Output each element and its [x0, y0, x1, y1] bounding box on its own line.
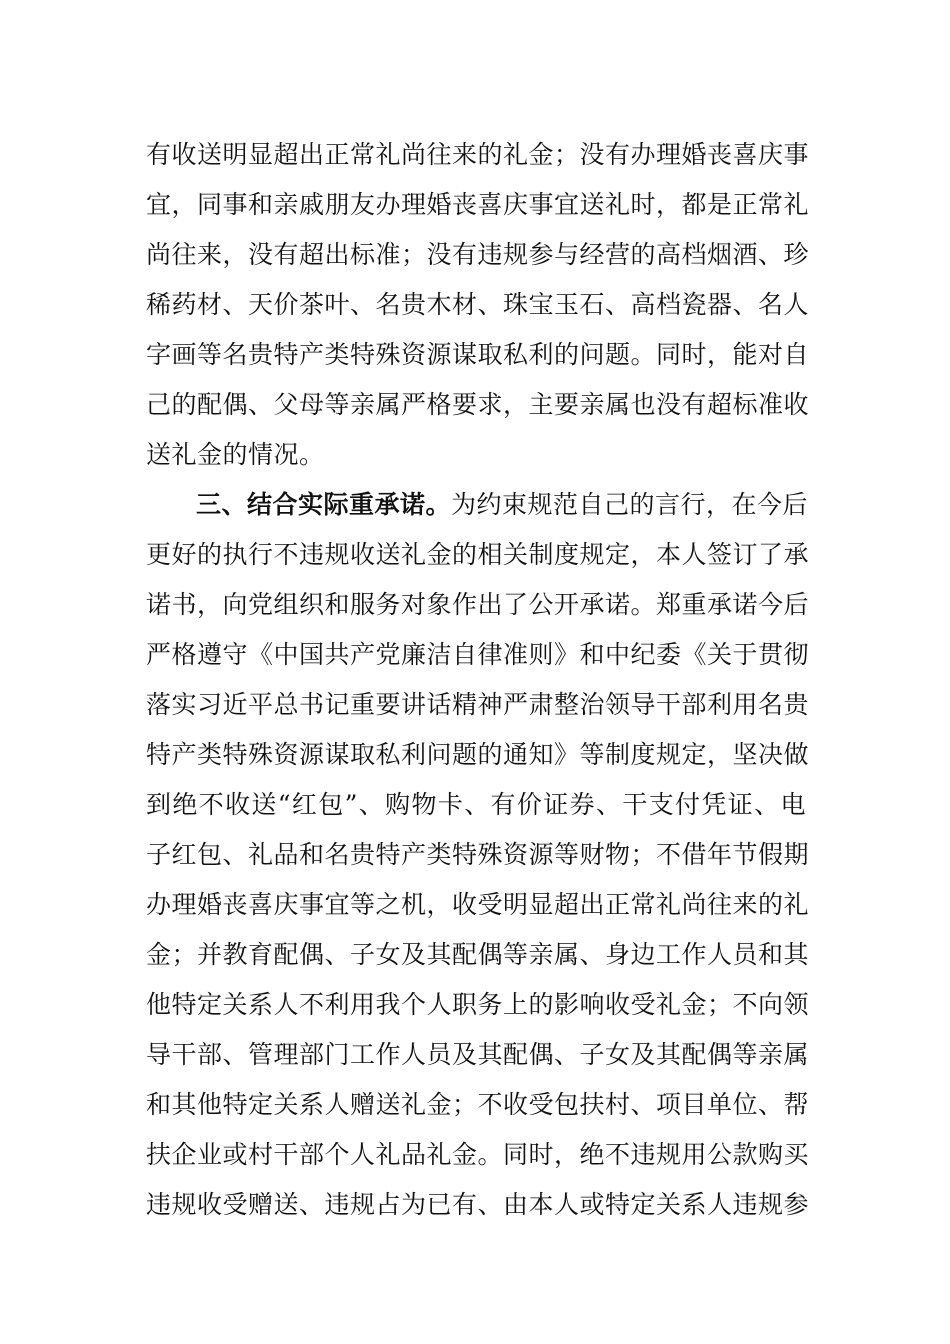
paragraph-2-line: 导干部、管理部门工作人员及其配偶、子女及其配偶等亲属 [146, 1040, 810, 1069]
paragraph-2-line: 他特定关系人不利用我个人职务上的影响收受礼金；不向领 [146, 990, 810, 1019]
paragraph-2-line: 落实习近平总书记重要讲话精神严肃整治领导干部利用名贵 [146, 690, 810, 719]
paragraph-1-line: 字画等名贵特产类特殊资源谋取私利的问题。同时，能对自 [146, 340, 810, 369]
paragraph-1-line: 尚往来，没有超出标准；没有违规参与经营的高档烟酒、珍 [146, 240, 810, 269]
paragraph-1-line: 己的配偶、父母等亲属严格要求，主要亲属也没有超标准收 [146, 390, 810, 419]
paragraph-2-line: 特产类特殊资源谋取私利问题的通知》等制度规定，坚决做 [146, 740, 810, 769]
paragraph-2-first-line-text: 为约束规范自己的言行，在今后 [451, 490, 809, 519]
section-heading: 三、结合实际重承诺。 [196, 490, 452, 519]
paragraph-1-line: 送礼金的情况。 [146, 440, 325, 469]
paragraph-2-line: 子红包、礼品和名贵特产类特殊资源等财物；不借年节假期 [146, 840, 810, 869]
paragraph-2-line: 办理婚丧喜庆事宜等之机，收受明显超出正常礼尚往来的礼 [146, 890, 810, 919]
paragraph-2-first-line [146, 480, 809, 530]
paragraph-2-line: 违规收受赠送、违规占为已有、由本人或特定关系人违规参 [146, 1190, 810, 1219]
paragraph-2-line: 金；并教育配偶、子女及其配偶等亲属、身边工作人员和其 [146, 940, 810, 969]
document-body [146, 130, 810, 1230]
paragraph-1-line: 有收送明显超出正常礼尚往来的礼金；没有办理婚丧喜庆事 [146, 140, 810, 169]
paragraph-1-line: 稀药材、天价茶叶、名贵木材、珠宝玉石、高档瓷器、名人 [146, 290, 810, 319]
paragraph-2-line: 严格遵守《中国共产党廉洁自律准则》和中纪委《关于贯彻 [146, 640, 810, 669]
paragraph-1-line: 宜，同事和亲戚朋友办理婚丧喜庆事宜送礼时，都是正常礼 [146, 190, 810, 219]
paragraph-2-line: 和其他特定关系人赠送礼金；不收受包扶村、项目单位、帮 [146, 1090, 810, 1119]
paragraph-2-line: 诺书，向党组织和服务对象作出了公开承诺。郑重承诺今后 [146, 590, 810, 619]
paragraph-2-line: 扶企业或村干部个人礼品礼金。同时，绝不违规用公款购买 [146, 1140, 810, 1169]
paragraph-2-line: 更好的执行不违规收送礼金的相关制度规定，本人签订了承 [146, 540, 810, 569]
paragraph-2-line: 到绝不收送“红包”、购物卡、有价证券、干支付凭证、电 [146, 790, 806, 819]
